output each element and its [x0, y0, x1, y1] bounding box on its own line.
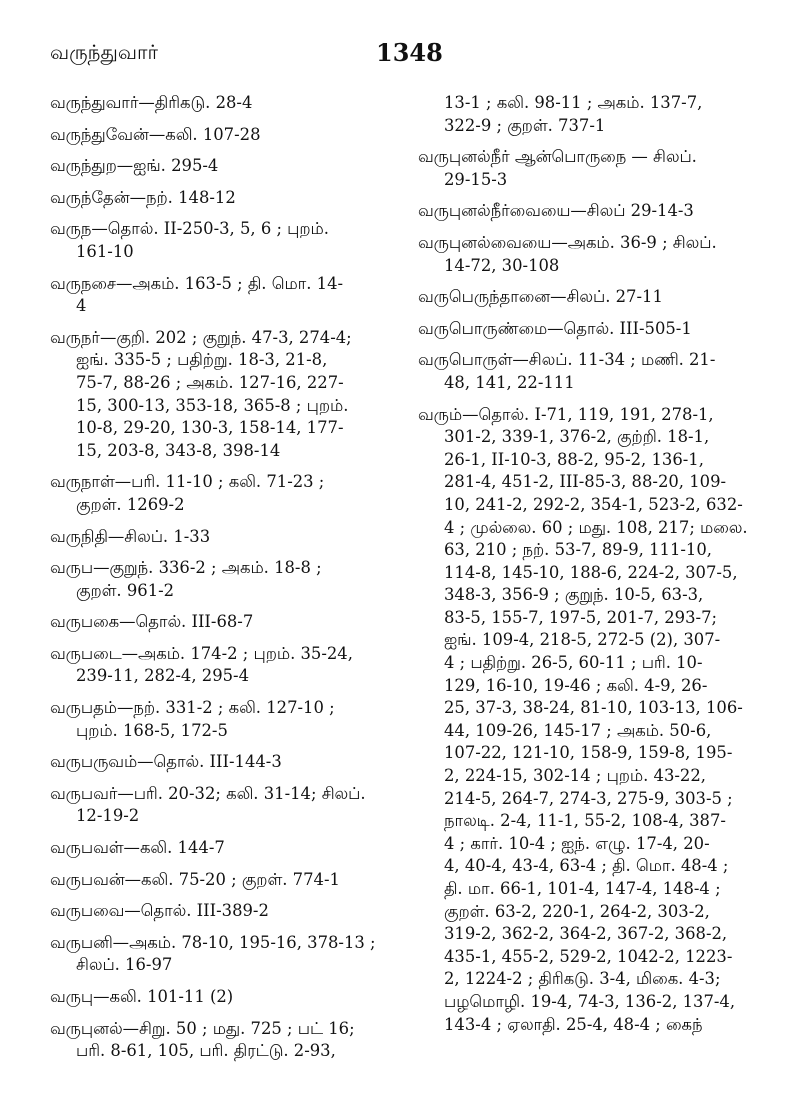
index-entry: வருபுனல்—சிறு. 50 ; மது. 725 ; பட் 16; பரி. 8-61, 105, பரி. திரட்டு. 2-93,	[50, 1018, 355, 1061]
page-number: 1348	[376, 38, 443, 67]
index-entry: வருநாள்—பரி. 11-10 ; கலி. 71-23 ; குறள். 1269-2	[50, 472, 325, 514]
index-entry: வருந்துவேன்—கலி. 107-28	[50, 124, 261, 144]
index-entry: வருந—தொல். II-250-3, 5, 6 ; புறம். 161-10	[50, 219, 329, 261]
index-entry: வருபு—கலி. 101-11 (2)	[50, 987, 234, 1006]
left-column	[50, 92, 412, 1072]
index-entry: வருந்துற—ஐங். 295-4	[50, 156, 219, 176]
index-entry: வருநிதி—சிலப். 1-33	[50, 526, 211, 546]
index-entry: வருபதம்—நற். 331-2 ; கலி. 127-10 ; புறம். 168-5, 172-5	[50, 698, 335, 740]
index-entry: வரும்—தொல். I-71, 119, 191, 278-1, 301-2, 339-1, 376-2, குற்றி. 18-1, 26-1, II-10-3, 88-2, 95-2, 136-1, 281-4, 451-2, III-85-3, 88-20, 109- 10, 241-2, 292-2, 354-1, 523-2, 632- 4 ; முல்லை. 60 ; மது. 108, 217; மலை. 63, 210 ; நற். 53-7, 89-9, 111-10, 114-8, 145-10, 188-6, 224-2, 307-5, 348-3, 356-9 ; குறுந். 10-5, 63-3, 83-5, 155-7, 197-5, 201-7, 293-7; ஐங். 109-4, 218-5, 272-5 (2), 307- 4 ; பதிற்று. 26-5, 60-11 ; பரி. 10- 129, 16-10, 19-46 ; கலி. 4-9, 26- 25, 37-3, 38-24, 81-10, 103-13, 106- 44, 109-26, 145-17 ; அகம். 50-6, 107-22, 121-10, 158-9, 159-8, 195- 2, 224-15, 302-14 ; புறம். 43-22, 214-5, 264-7, 274-3, 275-9, 303-5 ; நாலடி. 2-4, 11-1, 55-2, 108-4, 387- 4 ; கார். 10-4 ; ஐந். எழு. 17-4, 20- 4, 40-4, 43-4, 63-4 ; தி. மொ. 48-4 ; தி. மா. 66-1, 101-4, 147-4, 148-4 ; குறள். 63-2, 220-1, 264-2, 303-2, 319-2, 362-2, 364-2, 367-2, 368-2, 435-1, 455-2, 529-2, 1042-2, 1223- 2, 1224-2 ; திரிகடு. 3-4, மிகை. 4-3; பழமொழி. 19-4, 74-3, 136-2, 137-4, 143-4 ; ஏலாதி. 25-4, 48-4 ; கைந்	[418, 404, 748, 1034]
index-entry: வருபெருந்தானை—சிலப். 27-11	[418, 287, 663, 307]
index-entry-continuation: 13-1 ; கலி. 98-11 ; அகம். 137-7, 322-9 ; குறள். 737-1	[444, 93, 703, 135]
index-entry: வருபடை—அகம். 174-2 ; புறம். 35-24, 239-11, 282-4, 295-4	[50, 643, 353, 686]
index-entry: வருபருவம்—தொல். III-144-3	[50, 752, 282, 772]
index-entry: வருபவர்—பரி. 20-32; கலி. 31-14; சிலப். 12-19-2	[50, 783, 366, 826]
index-entry: வருபுனல்நீர்வையை—சிலப் 29-14-3	[418, 201, 694, 221]
page-header	[0, 40, 800, 80]
index-entry: வருநசை—அகம். 163-5 ; தி. மொ. 14- 4	[50, 273, 344, 316]
index-entry: வருபகை—தொல். III-68-7	[50, 612, 254, 632]
index-entry: வருபுனல்நீர் ஆன்பொருநை — சிலப். 29-15-3	[418, 147, 697, 189]
index-entry: வருப—குறுந். 336-2 ; அகம். 18-8 ; குறள். 961-2	[50, 558, 322, 600]
index-entry: வருபொருண்மை—தொல். III-505-1	[418, 318, 692, 338]
index-entry: வருபனி—அகம். 78-10, 195-16, 378-13 ; சிலப். 16-97	[50, 932, 376, 975]
index-entry: வருபவள்—கலி. 144-7	[50, 838, 225, 858]
running-head: வருந்துவார்	[50, 40, 158, 64]
index-entry: வருபவை—தொல். III-389-2	[50, 901, 269, 921]
index-entry: வருந்தேன்—நற். 148-12	[50, 187, 236, 207]
index-entry: வருபொருள்—சிலப். 11-34 ; மணி. 21- 48, 141, 22-111	[418, 350, 716, 392]
index-entry: வருநர்—குறி. 202 ; குறுந். 47-3, 274-4; ஐங். 335-5 ; பதிற்று. 18-3, 21-8, 75-7, 88-26 ; அகம். 127-16, 227- 15, 300-13, 353-18, 365-8 ; புறம். 10-8, 29-20, 130-3, 158-14, 177- 15, 203-8, 343-8, 398-14	[50, 327, 352, 460]
right-column	[418, 92, 766, 1045]
index-entry: வருபவன்—கலி. 75-20 ; குறள். 774-1	[50, 869, 340, 889]
index-entry: வருந்துவார்—திரிகடு. 28-4	[50, 93, 253, 112]
index-entry: வருபுனல்வையை—அகம். 36-9 ; சிலப். 14-72, 30-108	[418, 232, 717, 275]
